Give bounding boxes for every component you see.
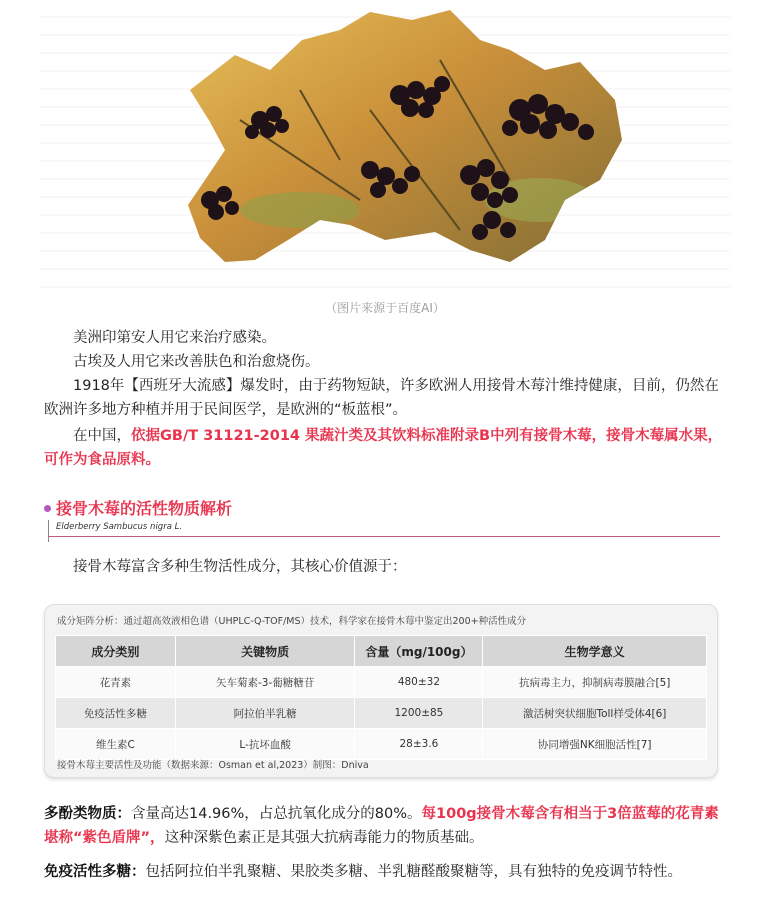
polyphenols-highlight: 每100g接骨木莓含有相当于3倍蓝莓的花青素堪称“紫色盾牌”， [44,806,719,846]
column-header: 成分类别 [56,636,176,667]
polysaccharides-paragraph [44,860,728,884]
table-footer-note: 接骨木莓主要活性及功能（数据来源：Osman et al,2023）制图：Dniva [57,760,369,771]
table-row [56,698,707,729]
polyphenols-label: 多酚类物质： [44,806,131,822]
table-row [56,729,707,760]
polyphenols-tail: 这种深紫色素正是其强大抗病毒能力的物质基础。 [164,830,484,846]
table-cell: 维生素C [56,729,176,760]
table-header-note: 成分矩阵分析：通过超高效液相色谱（UHPLC-Q-TOF/MS）技术，科学家在接骨木莓中鉴定出200+种活性成分 [57,616,527,627]
table-header-row [56,636,707,667]
heading-divider-vertical [48,520,49,542]
section-title: 接骨木莓的活性物质解析 [56,499,233,518]
intro-line-3: 1918年【西班牙大流感】爆发时，由于药物短缺，许多欧洲人用接骨木莓汁维持健康，目前，仍然在欧洲许多地方种植并用于民间医学，是欧洲的“板蓝根”。 [44,378,719,418]
table-cell: 抗病毒主力，抑制病毒膜融合[5] [483,667,707,698]
bullet-dot-icon [44,505,51,512]
column-header: 含量（mg/100g） [355,636,483,667]
table-cell: 阿拉伯半乳糖 [175,698,355,729]
table-cell: 协同增强NK细胞活性[7] [483,729,707,760]
heading-divider [48,536,720,537]
intro-line-4-prefix: 在中国， [73,428,131,444]
column-header: 生物学意义 [483,636,707,667]
polysaccharides-label: 免疫活性多糖： [44,864,146,880]
food-standard-highlight: 依据GB/T 31121-2014 果蔬汁类及其饮料标准附录B中列有接骨木莓，接骨木莓属水果，可作为食品原料。 [44,428,723,468]
column-header: 关键物质 [175,636,355,667]
image-caption: （图片来源于百度AI） [325,301,445,315]
table-cell: 花青素 [56,667,176,698]
intro-line-4 [44,424,728,472]
table-cell: 28±3.6 [355,729,483,760]
table-cell: 480±32 [355,667,483,698]
polysaccharides-text: 包括阿拉伯半乳聚糖、果胶类多糖、半乳糖醛酸聚糖等，具有独特的免疫调节特性。 [145,864,682,880]
intro-line-2: 古埃及人用它来改善肤色和治愈烧伤。 [73,354,320,370]
intro-line-1: 美洲印第安人用它来治疗感染。 [73,330,276,346]
component-table-card [44,604,718,778]
table-cell: 激活树突状细胞Toll样受体4[6] [483,698,707,729]
component-table [55,635,707,760]
polyphenols-text: 含量高达14.96%，占总抗氧化成分的80%。 [131,806,422,822]
table-cell: 免疫活性多糖 [56,698,176,729]
section-subtitle: Elderberry Sambucus nigra L. [56,522,183,532]
section-heading [44,495,720,545]
table-row [56,667,707,698]
elderberry-photo [40,0,730,290]
table-cell: 矢车菊素-3-葡糖糖苷 [175,667,355,698]
table-cell: L-抗坏血酸 [175,729,355,760]
section-lead: 接骨木莓富含多种生物活性成分，其核心价值源于： [73,559,407,575]
polyphenols-paragraph [44,802,728,850]
table-cell: 1200±85 [355,698,483,729]
